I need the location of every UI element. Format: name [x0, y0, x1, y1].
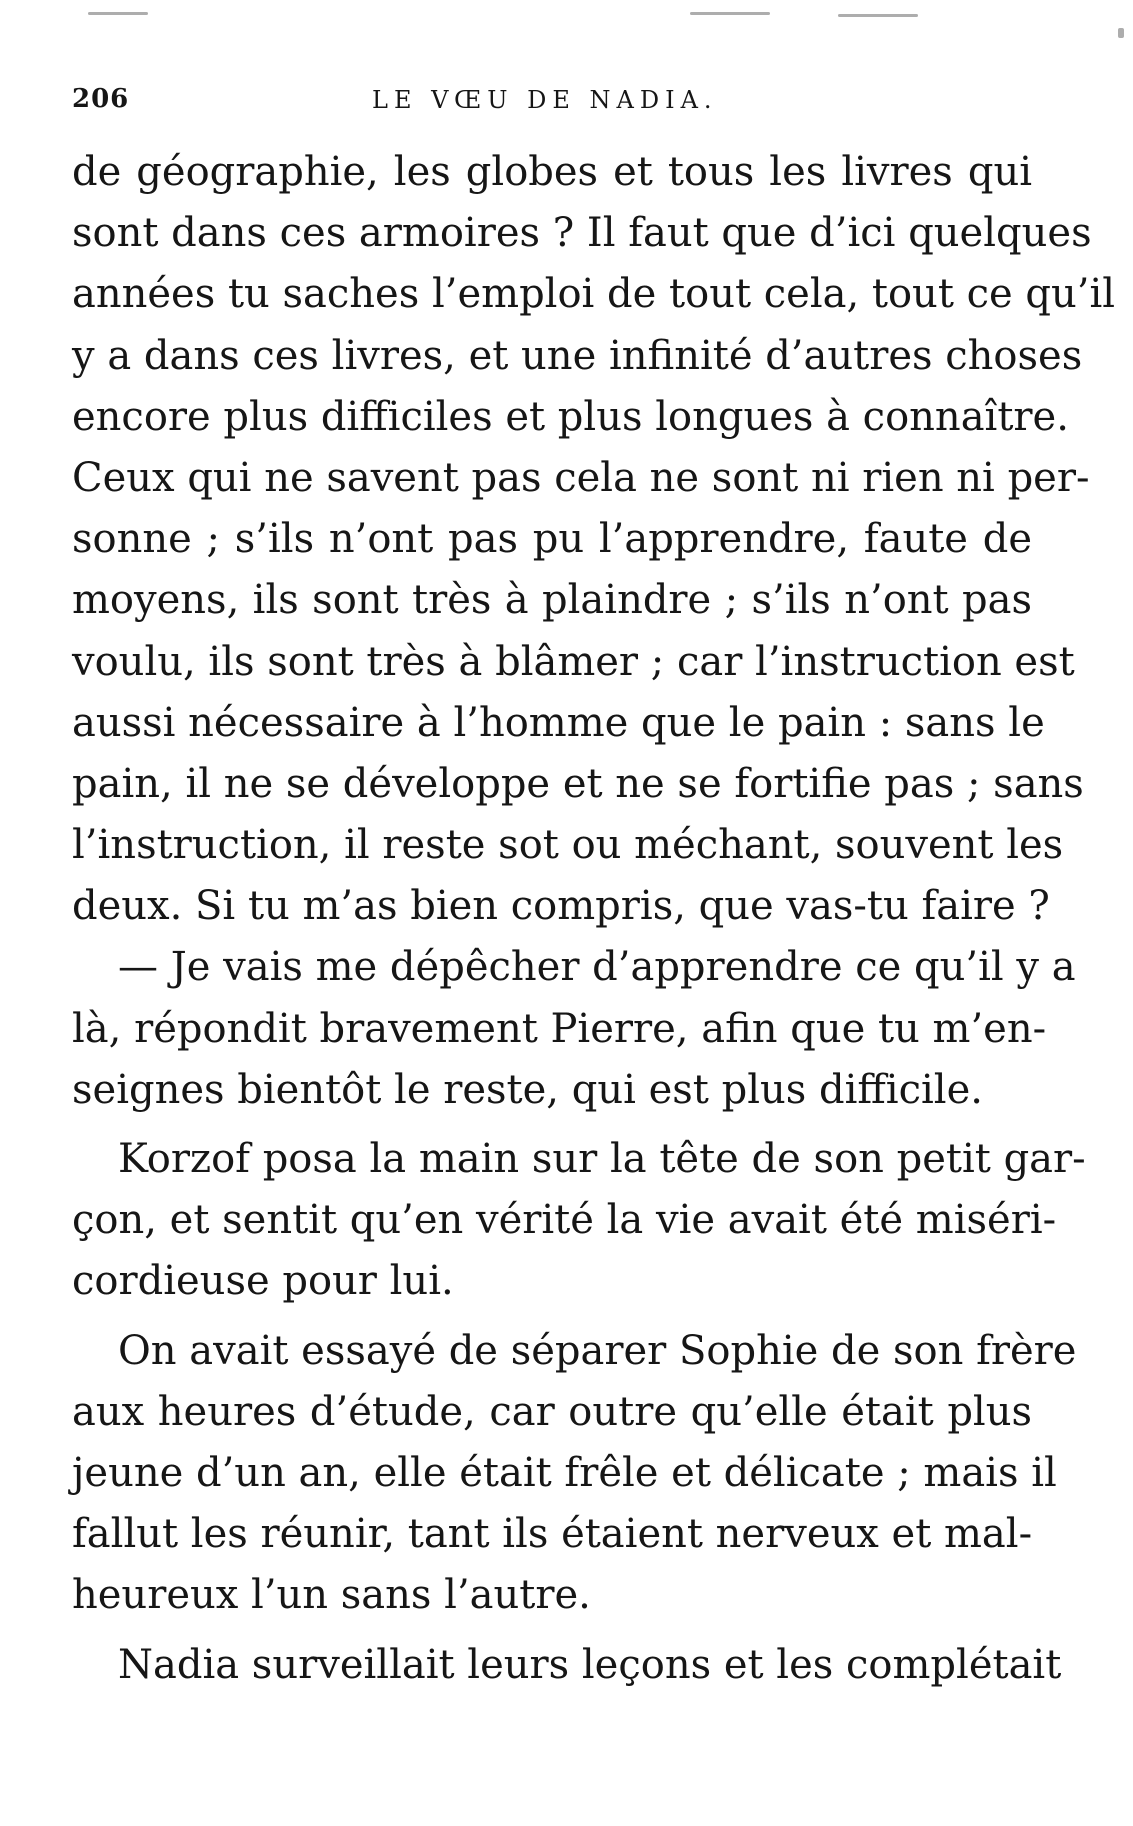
paragraph — [72, 1321, 1077, 1627]
page-header — [72, 84, 1030, 124]
text-line: l’instruction, il reste sot ou méchant, souvent les — [72, 822, 1064, 869]
text-line: moyens, ils sont très à plaindre ; s’ils n’ont pas — [72, 577, 1032, 624]
text-line: Ceux qui ne savent pas cela ne sont ni rien ni per- — [72, 454, 1090, 501]
paragraph-gap — [72, 1313, 1032, 1321]
paragraph — [72, 142, 1116, 937]
text-line: sont dans ces armoires ? Il faut que d’ici quelques — [72, 210, 1092, 257]
text-line: çon, et sentit qu’en vérité la vie avait été miséri- — [72, 1197, 1057, 1244]
text-line: y a dans ces livres, et une infinité d’autres choses — [72, 332, 1083, 379]
paragraph-gap — [72, 1121, 1032, 1129]
text-line: heureux l’un sans l’autre. — [72, 1572, 591, 1619]
text-body — [72, 142, 1116, 1696]
paragraph — [72, 1635, 1062, 1696]
text-line: — Je vais me dépêcher d’apprendre ce qu’il y a — [118, 944, 1076, 991]
scan-artifact — [88, 12, 148, 15]
text-line: seignes bientôt le reste, qui est plus difficile. — [72, 1066, 983, 1113]
page-number: 206 — [72, 84, 130, 114]
text-line: sonne ; s’ils n’ont pas pu l’apprendre, faute de — [72, 516, 1032, 563]
text-line: Nadia surveillait leurs leçons et les complétait — [118, 1641, 1062, 1688]
scan-artifact — [838, 14, 918, 17]
paragraph — [72, 937, 1076, 1121]
text-line: On avait essayé de séparer Sophie de son frère — [118, 1327, 1077, 1374]
text-line: deux. Si tu m’as bien compris, que vas-tu faire ? — [72, 883, 1050, 930]
text-line: Korzof posa la main sur la tête de son petit gar- — [118, 1136, 1086, 1182]
text-line: aux heures d’étude, car outre qu’elle était plus — [72, 1388, 1032, 1435]
text-line: jeune d’un an, elle était frêle et délicate ; mais il — [72, 1449, 1057, 1496]
scan-artifact — [1118, 28, 1124, 38]
running-title: LE VŒU DE NADIA. — [372, 86, 718, 114]
paragraph-gap — [72, 1627, 1032, 1635]
text-line: aussi nécessaire à l’homme que le pain : sans le — [72, 699, 1045, 746]
text-line: fallut les réunir, tant ils étaient nerveux et mal- — [72, 1511, 1033, 1558]
text-line: années tu saches l’emploi de tout cela, tout ce qu’il — [72, 271, 1116, 318]
text-line: de géographie, les globes et tous les livres qui — [72, 149, 1032, 195]
paragraph — [72, 1129, 1086, 1313]
scan-artifact — [690, 12, 770, 15]
text-line: encore plus difficiles et plus longues à connaître. — [72, 393, 1069, 440]
text-line: pain, il ne se développe et ne se fortifie pas ; sans — [72, 760, 1084, 807]
text-line: là, répondit bravement Pierre, afin que tu m’en- — [72, 1005, 1047, 1052]
text-line: voulu, ils sont très à blâmer ; car l’instruction est — [72, 638, 1075, 685]
text-line: cordieuse pour lui. — [72, 1258, 454, 1305]
